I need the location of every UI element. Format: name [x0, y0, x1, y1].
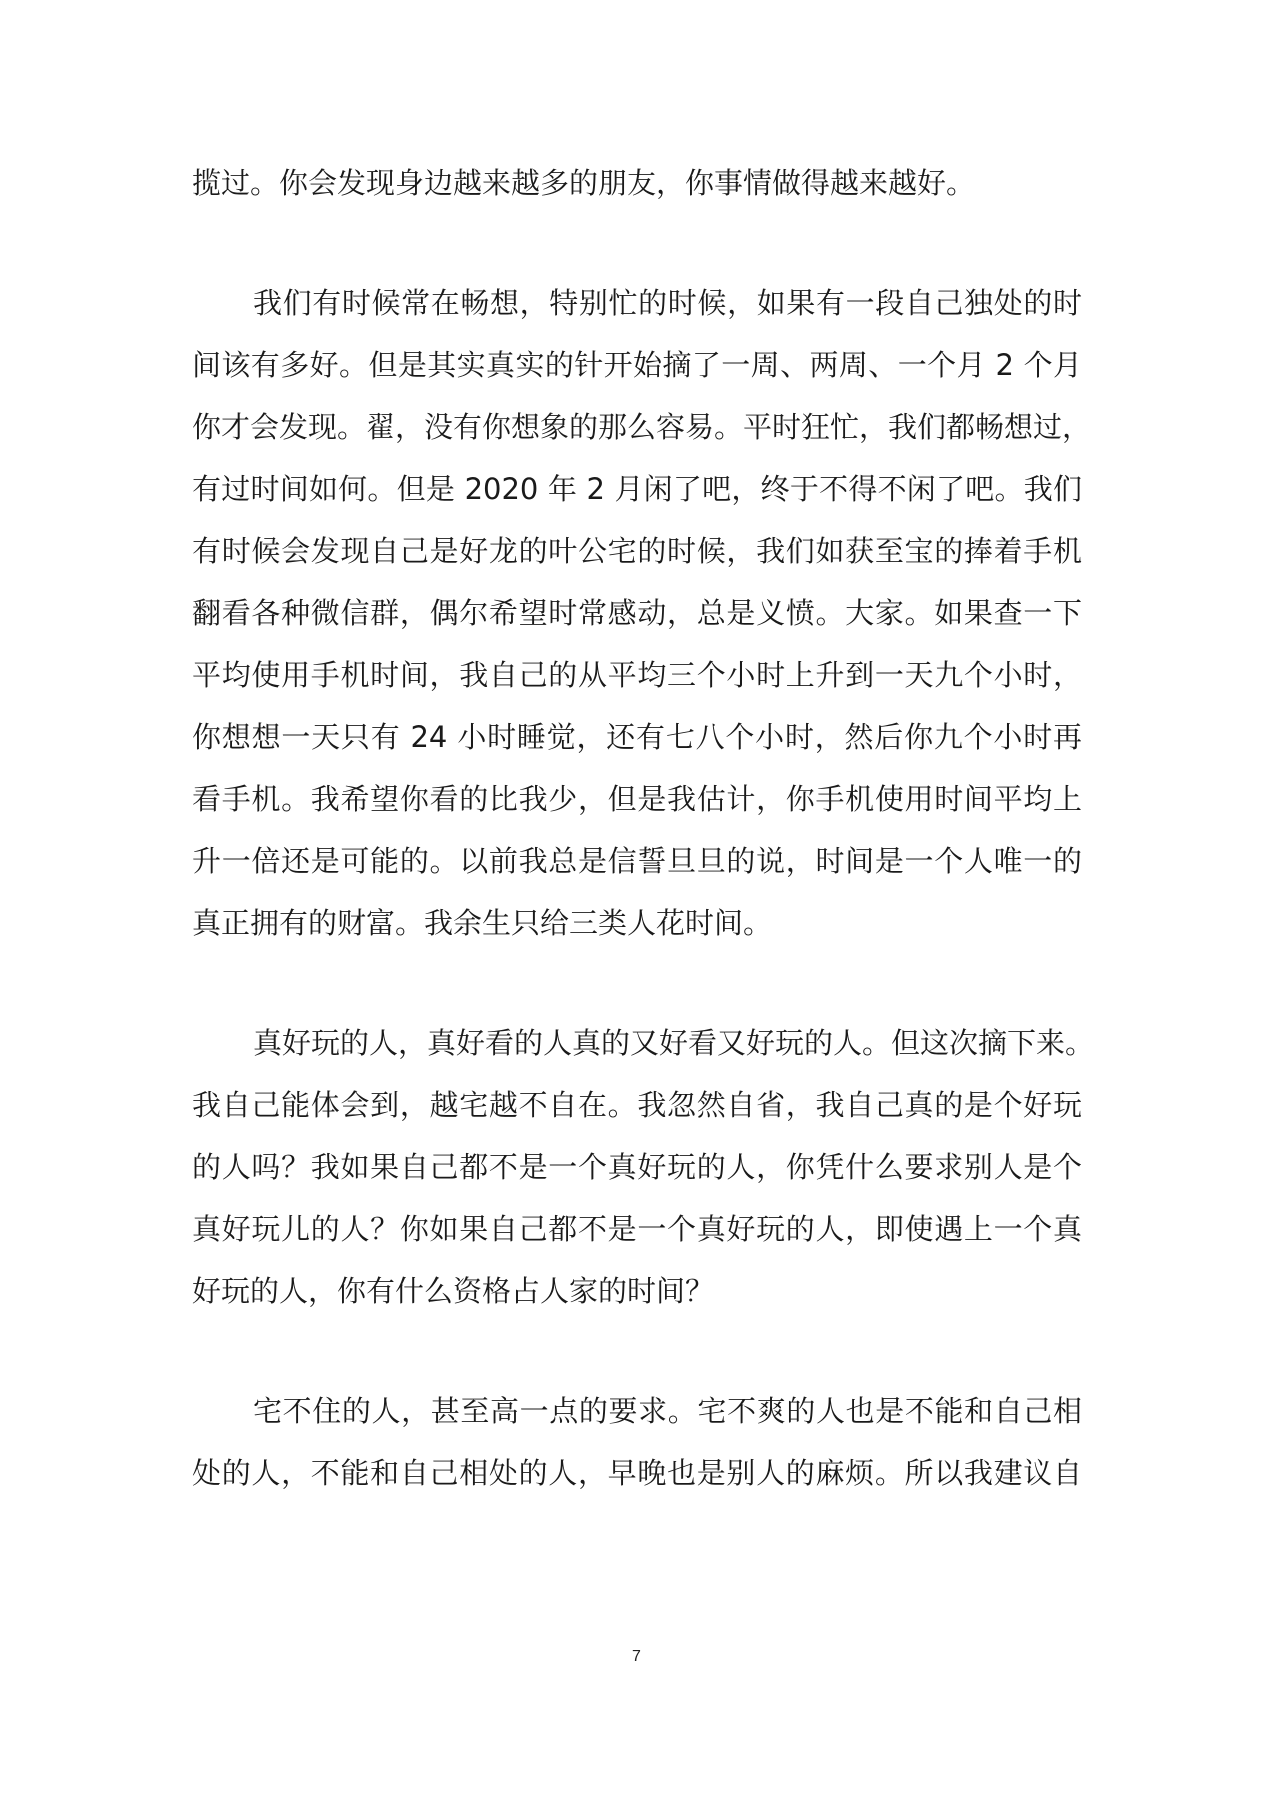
- paragraph: [192, 1012, 1095, 1322]
- page-number: 7: [632, 1648, 641, 1665]
- text-line: 我自己能体会到，越宅越不自在。我忽然自省，我自己真的是个好玩: [192, 1088, 1082, 1122]
- text-line: 处的人，不能和自己相处的人，早晚也是别人的麻烦。所以我建议自: [192, 1456, 1082, 1490]
- text-line: 真好玩的人，真好看的人真的又好看又好玩的人。但这次摘下来。: [253, 1026, 1095, 1060]
- text-line: 你才会发现。翟，没有你想象的那么容易。平时狂忙，我们都畅想过，: [192, 410, 1092, 444]
- paragraph-gap: [192, 954, 1082, 1012]
- text-line: 平均使用手机时间，我自己的从平均三个小时上升到一天九个小时，: [192, 658, 1082, 692]
- text-line: 翻看各种微信群，偶尔希望时常感动，总是义愤。大家。如果查一下: [192, 596, 1082, 630]
- text-line: 看手机。我希望你看的比我少，但是我估计，你手机使用时间平均上: [192, 782, 1082, 816]
- text-line: 好玩的人，你有什么资格占人家的时间？: [192, 1274, 715, 1308]
- paragraph-gap: [192, 1322, 1082, 1380]
- paragraph: [192, 1380, 1082, 1504]
- text-line: 真好玩儿的人？你如果自己都不是一个真好玩的人，即使遇上一个真: [192, 1212, 1082, 1246]
- text-line: 间该有多好。但是其实真实的针开始摘了一周、两周、一个月 2 个月: [192, 348, 1082, 382]
- text-line: 揽过。你会发现身边越来越多的朋友，你事情做得越来越好。: [192, 166, 976, 200]
- text-line: 升一倍还是可能的。以前我总是信誓旦旦的说，时间是一个人唯一的: [192, 844, 1082, 878]
- text-line: 你想想一天只有 24 小时睡觉，还有七八个小时，然后你九个小时再: [192, 720, 1082, 754]
- text-line: 的人吗？我如果自己都不是一个真好玩的人，你凭什么要求别人是个: [192, 1150, 1082, 1184]
- text-line: 有时候会发现自己是好龙的叶公宅的时候，我们如获至宝的捧着手机: [192, 534, 1082, 568]
- text-line: 我们有时候常在畅想，特别忙的时候，如果有一段自己独处的时: [253, 286, 1082, 320]
- paragraph: [192, 272, 1092, 954]
- paragraph: [192, 152, 1082, 214]
- text-line: 有过时间如何。但是 2020 年 2 月闲了吧，终于不得不闲了吧。我们: [192, 472, 1082, 506]
- paragraph-gap: [192, 214, 1082, 272]
- text-line: 真正拥有的财富。我余生只给三类人花时间。: [192, 906, 773, 940]
- body-text: [192, 152, 1095, 1504]
- text-line: 宅不住的人，甚至高一点的要求。宅不爽的人也是不能和自己相: [253, 1394, 1082, 1428]
